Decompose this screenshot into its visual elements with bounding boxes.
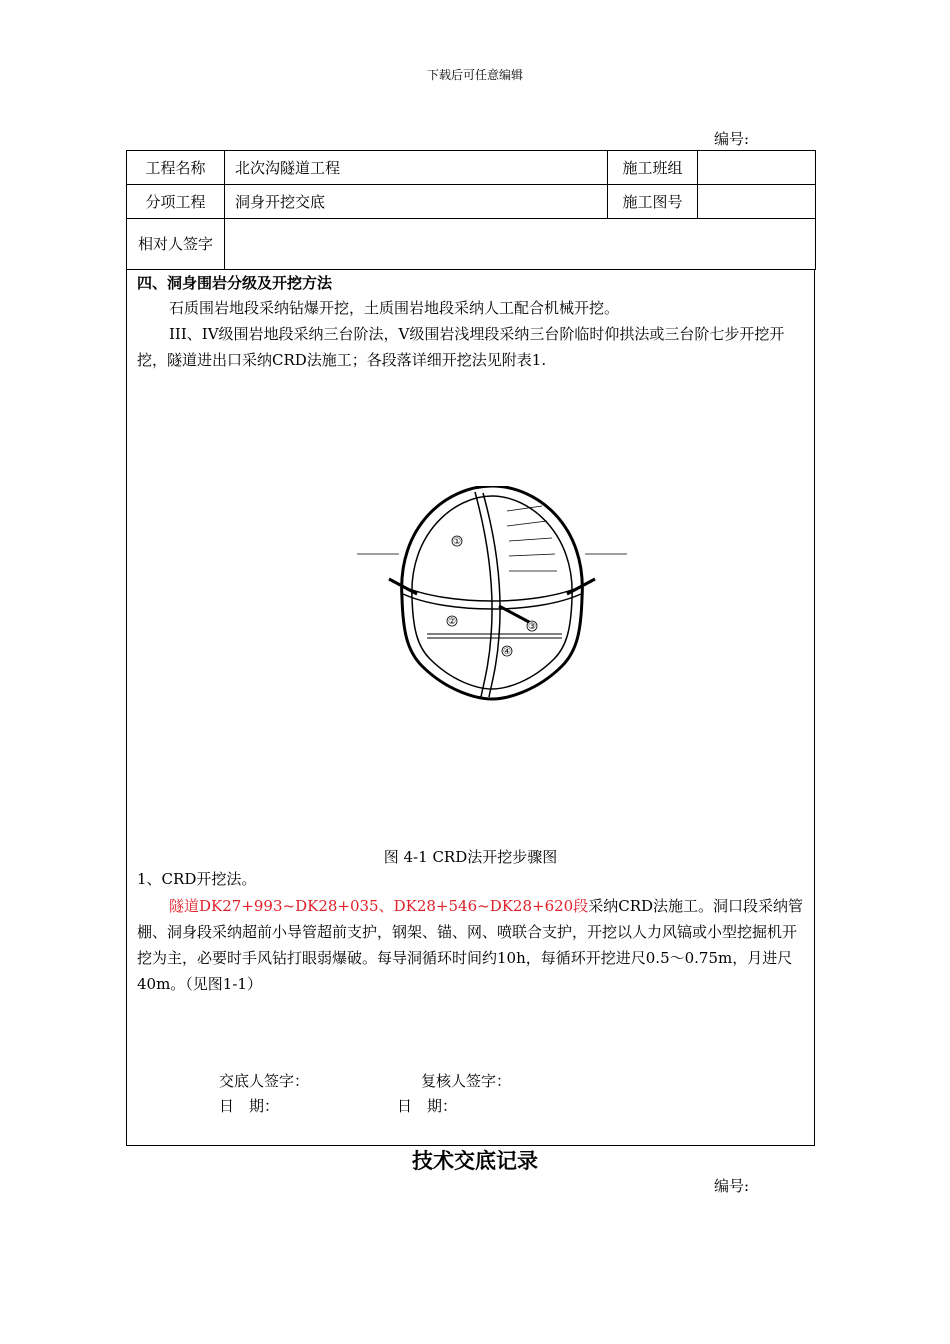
serial-number-label-2: 编号: [714,1177,750,1195]
header-note: 下载后可任意编辑 [426,68,523,82]
figure-caption: 图 4-1 CRD法开挖步骤图 [383,848,558,866]
zone-label-1: ① [452,537,462,547]
team-label: 施工班组 [608,151,698,185]
project-name-value: 北次沟隧道工程 [225,151,608,185]
drawing-label: 施工图号 [608,185,698,219]
zone-label-3: ③ [527,622,537,632]
section-title: 四、洞身围岩分级及开挖方法 [137,274,333,292]
handover-signature-label: 交底人签字： [219,1072,310,1090]
subitem-label: 分项工程 [127,185,225,219]
paragraph-crd [137,893,807,997]
subitem-value: 洞身开挖交底 [225,185,608,219]
crd-excavation-diagram [357,486,627,703]
project-name-label: 工程名称 [127,151,225,185]
team-value [698,151,816,185]
signee-value [225,219,816,270]
next-document-title: 技术交底记录 [412,1149,538,1173]
serial-number-label: 编号: [714,130,750,148]
date-label-2: 日 期： [397,1097,458,1115]
zone-label-4: ④ [502,647,512,657]
step-heading: 1、CRD开挖法。 [137,870,257,888]
middle-partition-wall [475,492,492,697]
paragraph-1: 石质围岩地段采纳钻爆开挖，土质围岩地段采纳人工配合机械开挖。 [169,299,620,317]
zone-label-2: ② [447,617,457,627]
paragraph-crd-text: 采纳CRD法施工。洞口段采纳管棚、洞身段采纳超前小导管超前支护，钢架、锚、网、喷联合支护，开挖以人力风镐或小型挖掘机开挖为主，必要时手风钻打眼弱爆破。每导洞循环时间约10h，每循环开挖进尺0.5～0.75m，月进尺40m。（见图1-1） [137,897,804,993]
highlighted-mileage: 隧道DK27+993~DK28+035、DK28+546~DK28+620段 [169,897,589,915]
content-box [126,269,815,1146]
drawing-value [698,185,816,219]
paragraph-2: III、IV级围岩地段采纳三台阶法，V级围岩浅埋段采纳三台阶临时仰拱法或三台阶七步开挖开挖，隧道进出口采纳CRD法施工；各段落详细开挖法见附表1. [137,325,785,369]
reviewer-signature-label: 复核人签字： [421,1072,512,1090]
meta-table [126,150,816,270]
signee-label: 相对人签字 [127,219,225,270]
date-label-1: 日 期： [219,1097,280,1115]
